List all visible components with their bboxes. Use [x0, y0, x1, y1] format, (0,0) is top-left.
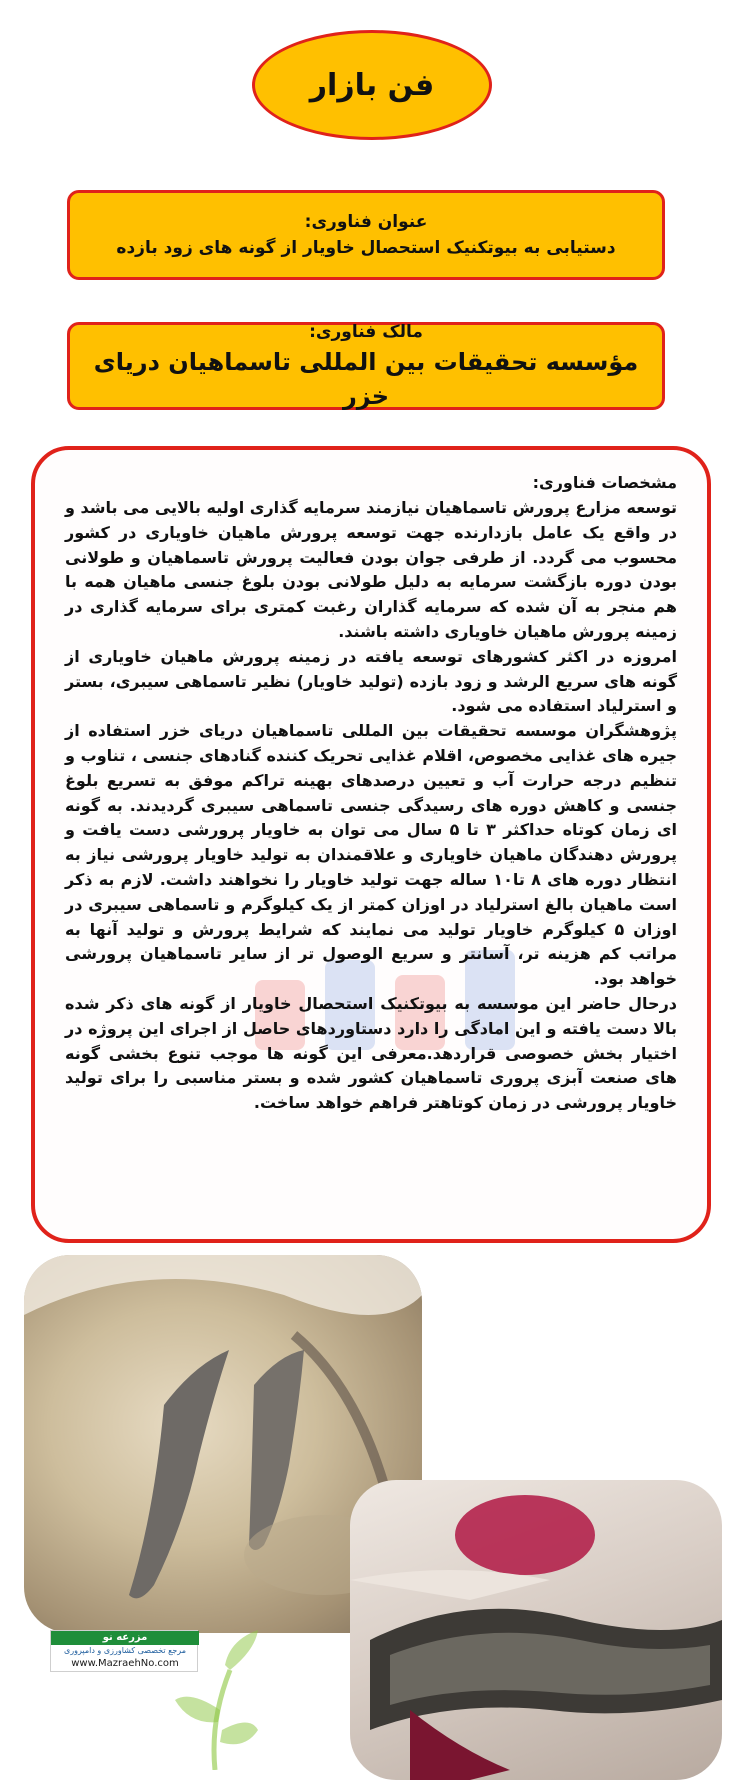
logo-name: مزرعه نو [51, 1631, 199, 1645]
mazraehno-logo [50, 1630, 250, 1770]
logo-subtitle: مرجع تخصصی کشاورزی و دامپروری [64, 1646, 186, 1655]
technology-owner-box [67, 322, 665, 410]
specifications-box [31, 446, 711, 1243]
title-oval [252, 30, 492, 140]
technology-title-box [67, 190, 665, 280]
technology-label: عنوان فناوری: [304, 212, 428, 232]
technology-value: دستیابی به بیوتکنیک استحصال خاویار از گونه های زود بازده [116, 238, 616, 258]
specs-paragraph: توسعه مزارع پرورش تاسماهیان نیازمند سرمایه گذاری اولیه بالایی می باشد و در واقع یک عامل بازدارنده جهت توسعه پرورش ماهیان خاویاری در کشور محسوب می گردد. از طرفی جوان بودن فعالیت پرورش تاسماهیان و طولانی بودن دوره بازگشت سرمایه به دلیل طولانی بودن بلوغ جنسی ماهیان همه با هم منجر به آن شده که سرمایه گذاران رغبت کمتری برای سرمایه گذاری در زمینه پرورش ماهیان خاویاری داشته باشند. [65, 498, 677, 641]
page-title: فن بازار [309, 67, 435, 103]
caviar-extraction-photo [350, 1480, 722, 1780]
owner-value: مؤسسه تحقیقات بین المللی تاسماهیان دریای خزر [93, 348, 639, 410]
specs-paragraph: امروزه در اکثر کشورهای توسعه یافته در زمینه پرورش ماهیان خاویاری از گونه های سریع الرشد و زود بازده (تولید خاویار) نظیر تاسماهی سیبری، بستر و استرلیاد استفاده می شود. [65, 646, 677, 716]
logo-url: www.MazraehNo.com [71, 1658, 179, 1669]
specs-paragraph: درحال حاضر این موسسه به بیوتکنیک استحصال خاویار از گونه های ذکر شده بالا دست یافته و این امادگی را دارد دستاوردهای حاصل از اجرای این پروژه در اختیار بخش خصوصی قراردهد.معرفی این گونه ها موجب تنوع بخشی گونه های صنعت آبزی پروری تاسماهیان کشور شده و بستر مناسبی را برای تولید خاویار پرورشی در زمان کوتاهتر فراهم خواهد ساخت. [65, 993, 677, 1113]
caviar-fish-illustration [350, 1480, 722, 1780]
specs-title: مشخصات فناوری: [532, 473, 677, 492]
leaf-icon [170, 1630, 260, 1770]
specs-paragraph: پژوهشگران موسسه تحقیقات بین المللی تاسماهیان دریای خزر استفاده از جیره های غذایی مخصوص، اقلام غذایی تحریک کننده گنادهای جنسی ، تناوب و تنظیم درجه حرارت آب و تعیین درصدهای بهینه تراکم موفق به تسریع بلوغ جنسی و کاهش دوره های رسیدگی جنسی تاسماهی سیبری گردیدند. به گونه ای زمان کوتاه حداکثر ۳ تا ۵ سال می توان به خاویار پرورشی دست یافت و پرورش دهندگان ماهیان خاویاری و علاقمندان به تولید خاویار پرورشی نیاز به انتظار دوره های ۸ تا۱۰ ساله جهت تولید خاویار را نخواهند داشت. لازم به ذکر است ماهیان بالغ استرلیاد در اوزان کمتر از یک کیلوگرم و تاسماهی سیبری در اوزان ۵ کیلوگرم خاویار تولید می نمایند که شرایط پرورش و تولید آنها به مراتب کم هزینه تر، آسانتر و سریع الوصول تر از سایر تاسماهیان پرورشی خواهد بود. [65, 721, 678, 989]
owner-label: مالک فناوری: [309, 322, 423, 342]
